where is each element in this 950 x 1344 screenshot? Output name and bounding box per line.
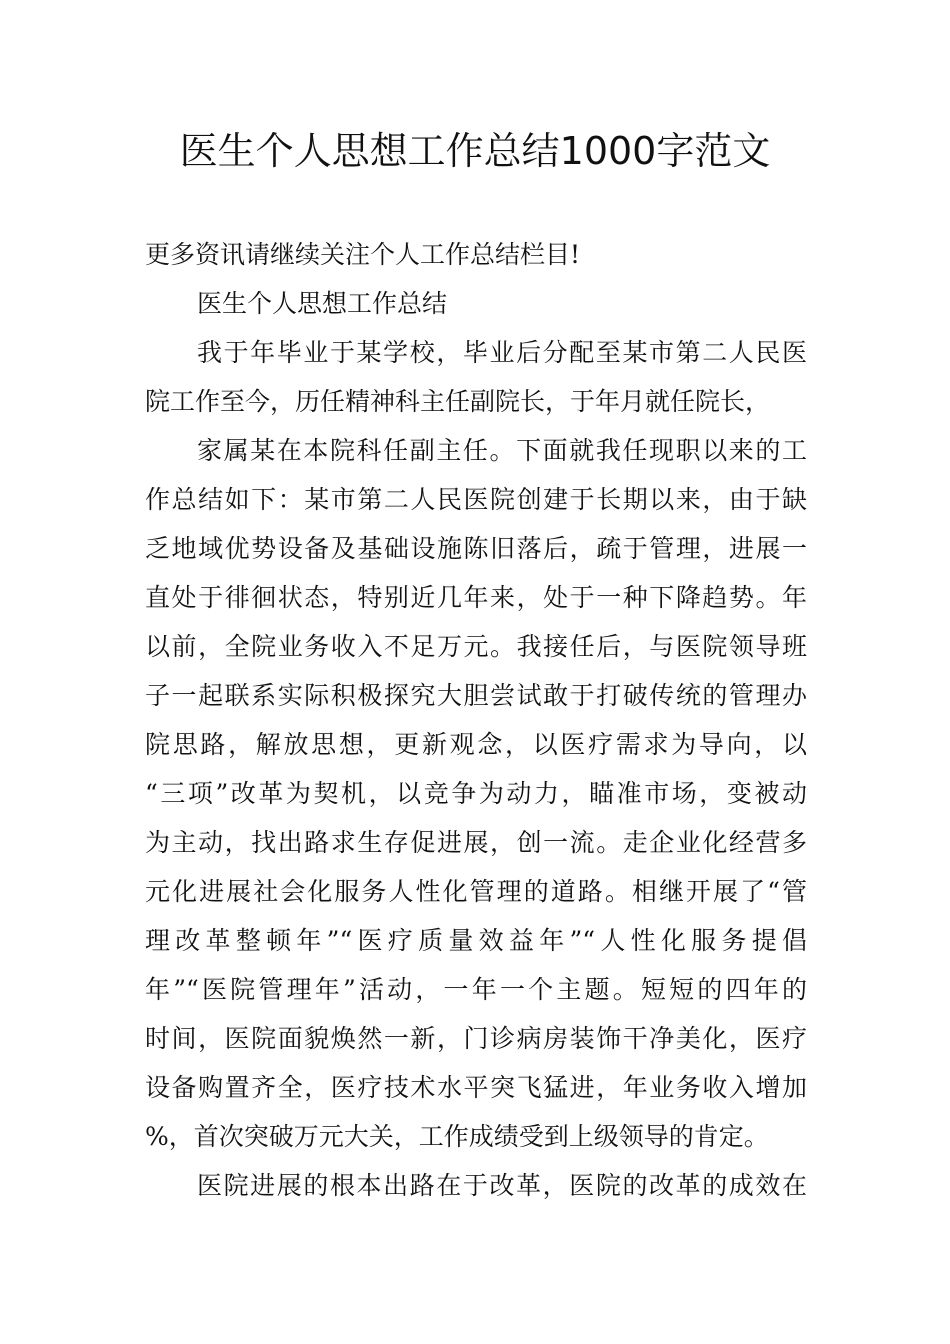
text-line: 作总结如下：某市第二人民医院创建于长期以来，由于缺 bbox=[145, 485, 807, 514]
document-body bbox=[145, 230, 807, 1210]
text-line: 家属某在本院科任副主任。下面就我任现职以来的工 bbox=[197, 436, 807, 465]
text-line: 理改革整顿年”“医疗质量效益年”“人性化服务提倡 bbox=[145, 926, 807, 955]
text-line: 设备购置齐全，医疗技术水平突飞猛进，年业务收入增加 bbox=[145, 1073, 807, 1102]
text-line: 我于年毕业于某学校，毕业后分配至某市第二人民医 bbox=[197, 338, 807, 367]
text-line: 为主动，找出路求生存促进展，创一流。走企业化经营多 bbox=[145, 828, 807, 857]
text-line: 直处于徘徊状态，特别近几年来，处于一种下降趋势。年 bbox=[145, 583, 807, 612]
text-line: 更多资讯请继续关注个人工作总结栏目! bbox=[145, 240, 581, 269]
text-line: 时间，医院面貌焕然一新，门诊病房装饰干净美化，医疗 bbox=[145, 1024, 807, 1053]
text-line: %，首次突破万元大关，工作成绩受到上级领导的肯定。 bbox=[145, 1122, 769, 1151]
text-line: 子一起联系实际积极探究大胆尝试敢于打破传统的管理办 bbox=[145, 681, 807, 710]
text-line: “三项”改革为契机，以竞争为动力，瞄准市场，变被动 bbox=[145, 779, 807, 808]
text-line: 以前，全院业务收入不足万元。我接任后，与医院领导班 bbox=[145, 632, 807, 661]
text-line: 元化进展社会化服务人性化管理的道路。相继开展了“管 bbox=[145, 877, 807, 906]
text-line: 院思路，解放思想，更新观念，以医疗需求为导向，以 bbox=[145, 730, 807, 759]
text-line: 医院进展的根本出路在于改革，医院的改革的成效在 bbox=[197, 1171, 807, 1200]
text-line: 院工作至今，历任精神科主任副院长，于年月就任院长， bbox=[145, 387, 771, 416]
text-line: 年”“医院管理年”活动，一年一个主题。短短的四年的 bbox=[145, 975, 807, 1004]
text-line: 乏地域优势设备及基础设施陈旧落后，疏于管理，进展一 bbox=[145, 534, 807, 563]
document-title: 医生个人思想工作总结1000字范文 bbox=[179, 129, 771, 173]
text-line: 医生个人思想工作总结 bbox=[197, 289, 448, 318]
